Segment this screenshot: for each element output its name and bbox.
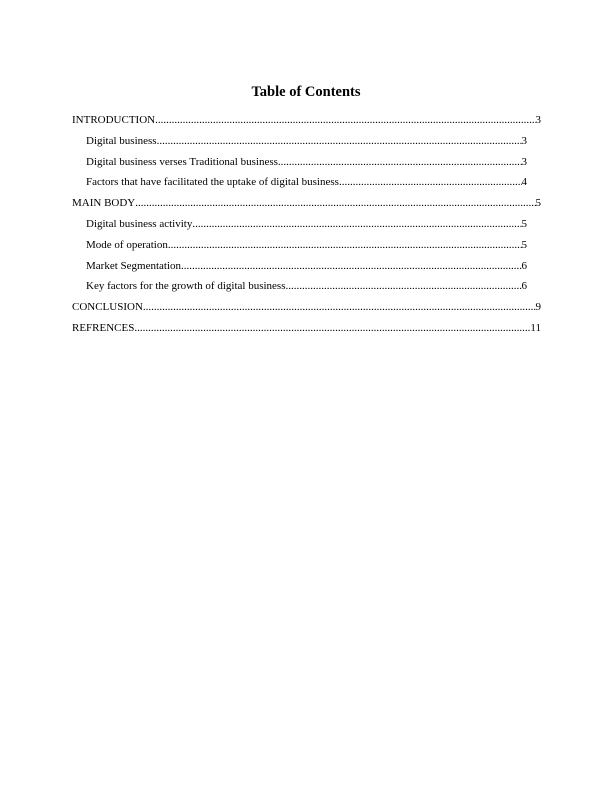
toc-entry-label: Mode of operation: [86, 238, 168, 251]
toc-entry-label: Digital business verses Traditional business: [86, 155, 278, 168]
toc-entry-label: Market Segmentation: [86, 259, 182, 272]
toc-leader-dots: [157, 134, 522, 148]
toc-entry[interactable]: [86, 155, 527, 169]
toc-entry-page-number: 3: [521, 134, 527, 147]
toc-entry[interactable]: [86, 259, 527, 273]
toc-entry[interactable]: [72, 113, 541, 127]
toc-leader-dots: [278, 155, 522, 169]
toc-entry[interactable]: [86, 217, 527, 231]
toc-entry-page-number: 3: [535, 114, 541, 126]
toc-entry[interactable]: [72, 300, 541, 314]
toc-leader-dots: [143, 300, 536, 314]
toc-entry-page-number: 4: [521, 176, 527, 189]
toc-entry-label: Factors that have facilitated the uptake of digital business: [86, 176, 339, 189]
toc-leader-dots: [181, 259, 521, 273]
toc-leader-dots: [155, 113, 535, 127]
toc-entry-label: Digital business: [86, 134, 157, 147]
toc-entry-label: Digital business activity: [86, 218, 193, 230]
toc-entry-label: REFRENCES: [72, 322, 135, 334]
toc-entry[interactable]: [86, 238, 527, 252]
toc-entry-page-number: 6: [521, 259, 527, 272]
toc-title: Table of Contents: [251, 84, 361, 100]
toc-entry[interactable]: [72, 196, 541, 210]
toc-entry-page-number: 3: [521, 155, 527, 168]
toc-entry-page-number: 11: [530, 322, 541, 334]
toc-entry[interactable]: [72, 321, 541, 335]
toc-entry-page-number: 9: [535, 301, 541, 314]
toc-entry-page-number: 5: [535, 197, 541, 210]
toc-entry-page-number: 6: [521, 280, 527, 293]
toc-entry-label: INTRODUCTION: [72, 114, 156, 126]
toc-entry-label: CONCLUSION: [72, 301, 143, 314]
toc-leader-dots: [134, 321, 530, 335]
toc-entry-page-number: 5: [521, 218, 527, 230]
toc-leader-dots: [168, 238, 522, 252]
toc-entry-label: MAIN BODY: [72, 197, 136, 210]
toc-entry-label: Key factors for the growth of digital business: [86, 280, 286, 293]
toc-leader-dots: [135, 196, 535, 210]
toc-leader-dots: [285, 279, 521, 293]
toc-entry[interactable]: [86, 279, 527, 293]
toc-leader-dots: [339, 175, 522, 189]
toc-entry[interactable]: [86, 134, 527, 148]
toc-leader-dots: [192, 217, 521, 231]
toc-entry-page-number: 5: [521, 238, 527, 251]
toc-entry[interactable]: [86, 175, 527, 189]
